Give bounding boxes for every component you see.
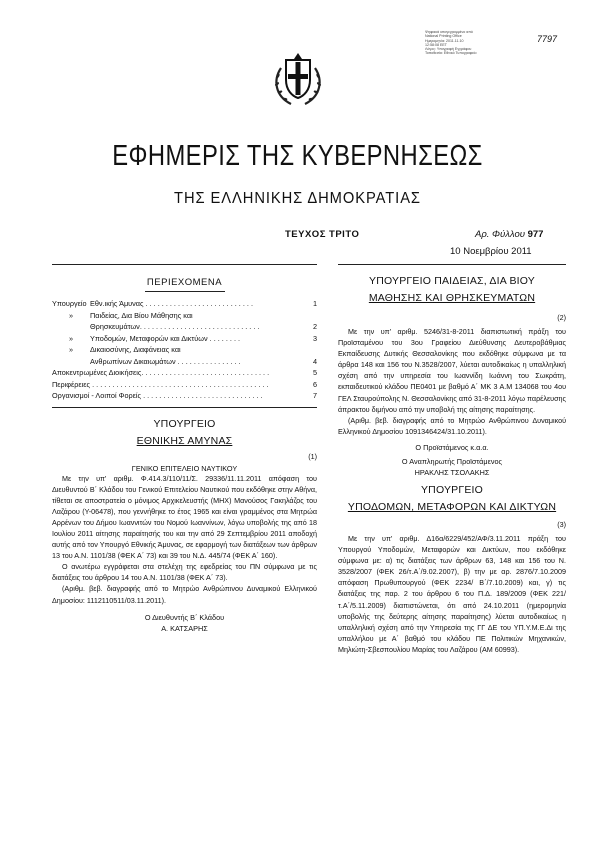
toc-entry: Περιφέρειες . . . . . . . . . . . . . . . . . . . . . . . . . . . . . . . . . . . . . . . . . . . . <box>52 379 269 389</box>
toc-entry: Αποκεντρωμένες Διοικήσεις. . . . . . . . . . . . . . . . . . . . . . . . . . . . . . . . <box>52 368 270 377</box>
decision-paragraph: Με την υπ' αριθμ. Φ.414.3/110/11/Σ. 29336/11.11.2011 απόφαση του Διευθυντού Β΄ Κλάδου του Γενικού Επιτελείου Ναυτικού που εκδόθηκε στην Αθήνα, τίθεται σε αποστρατεία ο μόνιμος Αρχικελευστής (ΜΗΧ) Μανούσος Γακηλάζος του Λαζάρου (Υ-06478), που γεννήθηκε το έτος 1965 και είναι γραμμένος στα Μητρώα Αρρένων του Δήμου Ιωαννιτών του Νομού Ιωαννίνων, λόγω υποβολής της από 18 Ιουλίου 2011 αίτησης παραίτησής του και την από 29 Σεπτεμβρίου 2011 αποδοχή αυτής από τον Υπουργό Εθνικής Άμυνας, σε εφαρμογή των διατάξεων των άρθρων 13 του Α.Ν. 1101/38 (ΦΕΚ Α΄ 73) και 39 του Ν.Δ. 445/74 (ΦΕΚ Α΄ 160). <box>52 473 317 561</box>
ministry-line <box>338 499 566 516</box>
toc-entry: Παιδείας, Δια Βίου Μάθησης και <box>90 310 193 320</box>
toc-page: 1 <box>312 299 317 308</box>
toc-ministry <box>52 356 90 368</box>
toc-page: 7 <box>312 391 317 400</box>
stamp-line: Ημερομηνία: 2011.11.10 <box>425 38 464 43</box>
sheet-number: 977 <box>527 229 544 240</box>
decision-paragraph: (Αριθμ. βεβ. διαγραφής από το Μητρώο Ανθρώπινου Δυναμικού Ελληνικού Δημοσίου: 1112110511/03.11.2011). <box>52 584 317 605</box>
ministry-heading-defence <box>52 416 317 450</box>
divider <box>145 291 225 292</box>
decision-paragraph: (Αριθμ. βεβ. διαγραφής από το Μητρώο Ανθρώπινου Δυναμικού Ελληνικού Δημοσίου 1091346424/31.10.2011). <box>338 415 566 436</box>
toc-heading: ΠΕΡΙΕΧΟΜΕΝΑ <box>146 277 223 288</box>
decision-number: (2) <box>557 313 566 322</box>
toc-page: 3 <box>312 333 317 343</box>
ministry-line-underlined: ΜΑΘΗΣΗΣ ΚΑΙ ΘΡΗΣΚΕΥΜΑΤΩΝ <box>368 292 536 304</box>
left-column <box>52 264 317 634</box>
decision-paragraph: Με την υπ' αριθμ. Δ16α/6229/452/ΑΦ/3.11.2011 πράξη του Υπουργού Υποδομών, Μεταφορών και Δικτύων, που εκδόθηκε σύμφωνα με: α) τις διατάξεις των άρθρων 63, 148 και 156 του Ν. 3528/2007 (ΦΕΚ 26/τ.Α΄/9.02.2007), β) την με αρ. 2876/7.10.2009 απόφαση Πρωθυπουργού (ΦΕΚ 2234/ Β΄/7.10.2009) και, γ) τις διατάξεις της παρ. 2 του άρθρου 6 του Π.Δ. 189/2009 (ΦΕΚ 221/τ.Α΄/5.11.2009) διαπιστώνεται, ότι από 24.10.2011 (ημερομηνία υποβολής της δεύτερης αίτησης παραίτησης) λύεται αυτοδικαίως η υπαλληλική σχέση από την Υπηρεσία της ΓΓ ΔΕ του ΥΠ.Υ.Μ.Ε.Δι της υπαλλήλου με Α΄ βαθμό του κλάδου ΠΕ Πολιτικών Μηχανικών, Μηλιώτη-Σβεσπουλίου Μαρίας του Λαζάρου (ΑΜ 60993). <box>338 533 566 654</box>
sheet-label: Αρ. Φύλλου <box>475 229 525 240</box>
gazette-subtitle: ΤΗΣ ΕΛΛΗΝΙΚΗΣ ΔΗΜΟΚΡΑΤΙΑΣ <box>174 190 421 207</box>
ministry-line: ΥΠΟΥΡΓΕΙΟ <box>153 417 216 430</box>
toc-page <box>309 344 317 356</box>
signature-title: Ο Προϊστάμενος κ.α.α. <box>415 442 489 452</box>
divider <box>338 264 566 265</box>
toc-row <box>52 390 317 402</box>
toc-page: 6 <box>312 379 317 389</box>
toc-entry: Θρησκευμάτων. . . . . . . . . . . . . . . . . . . . . . . . . . . . . . <box>90 322 260 331</box>
toc-ministry: Υπουργείο <box>52 299 87 308</box>
toc-entry: Υποδομών, Μεταφορών και Δικτύων . . . . . . . . <box>90 333 241 343</box>
toc-page <box>309 310 317 322</box>
stamp-line: National Printing Office <box>425 34 462 39</box>
decision-paragraph: Ο ανωτέρω εγγράφεται στα στελέχη της εφεδρείας του ΠΝ σύμφωνα με τις διατάξεις του άρθρου 14 του Α.Ν. 1101/38 (ΦΕΚ Α΄ 73). <box>52 562 317 583</box>
toc-row <box>52 310 317 322</box>
toc-page: 4 <box>312 356 317 366</box>
ministry-line <box>52 433 317 450</box>
ministry-line <box>338 290 566 307</box>
toc-row <box>52 344 317 356</box>
stamp-line: 12:58:08 EET <box>425 42 447 47</box>
sheet-number-block <box>475 229 543 240</box>
toc-ministry: » <box>68 333 74 343</box>
toc-page: 5 <box>312 368 317 377</box>
signature-name: Α. ΚΑΤΣΑΡΗΣ <box>161 623 208 633</box>
toc-row <box>52 367 317 379</box>
divider <box>52 407 317 408</box>
stamp-line: Τοποθεσία: Εθνικό Τυπογραφείο <box>425 51 477 56</box>
ministry-line-underlined: ΥΠΟΔΟΜΩΝ, ΜΕΤΑΦΟΡΩΝ ΚΑΙ ΔΙΚΤΥΩΝ <box>347 500 557 513</box>
signature-title: Ο Αναπληρωτής Προϊστάμενος <box>401 456 503 466</box>
ministry-line-underlined: ΕΘΝΙΚΗΣ ΑΜΥΝΑΣ <box>136 434 233 447</box>
toc-page: 2 <box>312 322 317 331</box>
signature-title: Ο Διευθυντής Β΄ Κλάδου <box>144 612 225 622</box>
toc-entry: Δικαιοσύνης, Διαφάνειας και <box>90 345 181 354</box>
toc-ministry <box>52 321 90 333</box>
digital-signature-stamp <box>425 30 515 56</box>
toc-entry: Εθν.ικής Άμυνας . . . . . . . . . . . . . . . . . . . . . . . . . . . <box>90 299 253 308</box>
stamp-line: Λόγος: Υπογραφή Εγγράφου <box>425 47 472 52</box>
ministry-line: ΥΠΟΥΡΓΕΙΟ <box>420 483 484 496</box>
toc-row <box>52 333 317 345</box>
toc-entry: Οργανισμοί - Λοιποί Φορείς . . . . . . . . . . . . . . . . . . . . . . . . . . . . . . <box>52 391 263 400</box>
decision-subtitle: ΓΕΝΙΚΟ ΕΠΙΤΕΛΕΙΟ ΝΑΥΤΙΚΟΥ <box>131 463 238 473</box>
toc-row <box>52 379 317 391</box>
issue-label: ΤΕΥΧΟΣ ΤΡΙΤΟ <box>285 229 360 240</box>
coat-of-arms-icon <box>271 50 325 108</box>
ministry-heading-infrastructure <box>338 482 566 516</box>
signature-block <box>52 612 317 634</box>
gazette-title: ΕΦΗΜΕΡΙΣ ΤΗΣ ΚΥΒΕΡΝΗΣΕΩΣ <box>112 140 483 172</box>
decision-number: (3) <box>557 519 566 529</box>
page-number: 7797 <box>537 34 558 44</box>
toc-ministry: » <box>68 345 74 354</box>
table-of-contents <box>52 298 317 402</box>
ministry-heading-education <box>338 273 566 307</box>
toc-ministry: » <box>68 310 74 320</box>
toc-row <box>52 298 317 310</box>
right-column <box>338 264 566 655</box>
signature-name: ΗΡΑΚΛΗΣ ΤΣΟΛΑΚΗΣ <box>414 467 490 477</box>
ministry-line: ΥΠΟΥΡΓΕΙΟ ΠΑΙΔΕΙΑΣ, ΔΙΑ ΒΙΟΥ <box>368 275 536 287</box>
toc-entry: Ανθρωπίνων Δικαιωμάτων . . . . . . . . . . . . . . . . <box>90 356 241 366</box>
toc-row <box>52 356 317 368</box>
stamp-line: Ψηφιακά υπογεγραμμένο από <box>425 30 473 34</box>
toc-row <box>52 321 317 333</box>
decision-number: (1) <box>308 451 317 461</box>
divider <box>52 264 317 265</box>
signature-block <box>338 442 566 478</box>
issue-date: 10 Νοεμβρίου 2011 <box>450 246 532 257</box>
decision-paragraph: Με την υπ' αριθμ. 5246/31-8-2011 διαπιστωτική πράξη του Προϊσταμένου του 3ου Γραφείου Διεύθυνσης Δευτεροβάθμιας Εκπαίδευσης Δυτικής Θεσσαλονίκης που εκδόθηκε σύμφωνα με τα άρθρα 148 και 156 του Ν.3528/2007, λύεται αυτοδικαίως η υπαλληλική σχέση από την υπηρεσία του Ιωαννίδη Ιωάννη του Σωκράτη, εκπαιδευτικού κλάδου ΠΕ0401 με βαθμό Α΄ ΜΚ 3 Α.Μ 134068 του 4ου ΓΕΛ Σταυρούπολης Ν. Θεσσαλονίκης από 31-8-2011 λόγω παρέλευσης άπρακτου διμήνου από την υποβολή της αίτησης παραίτησης. <box>338 327 566 414</box>
